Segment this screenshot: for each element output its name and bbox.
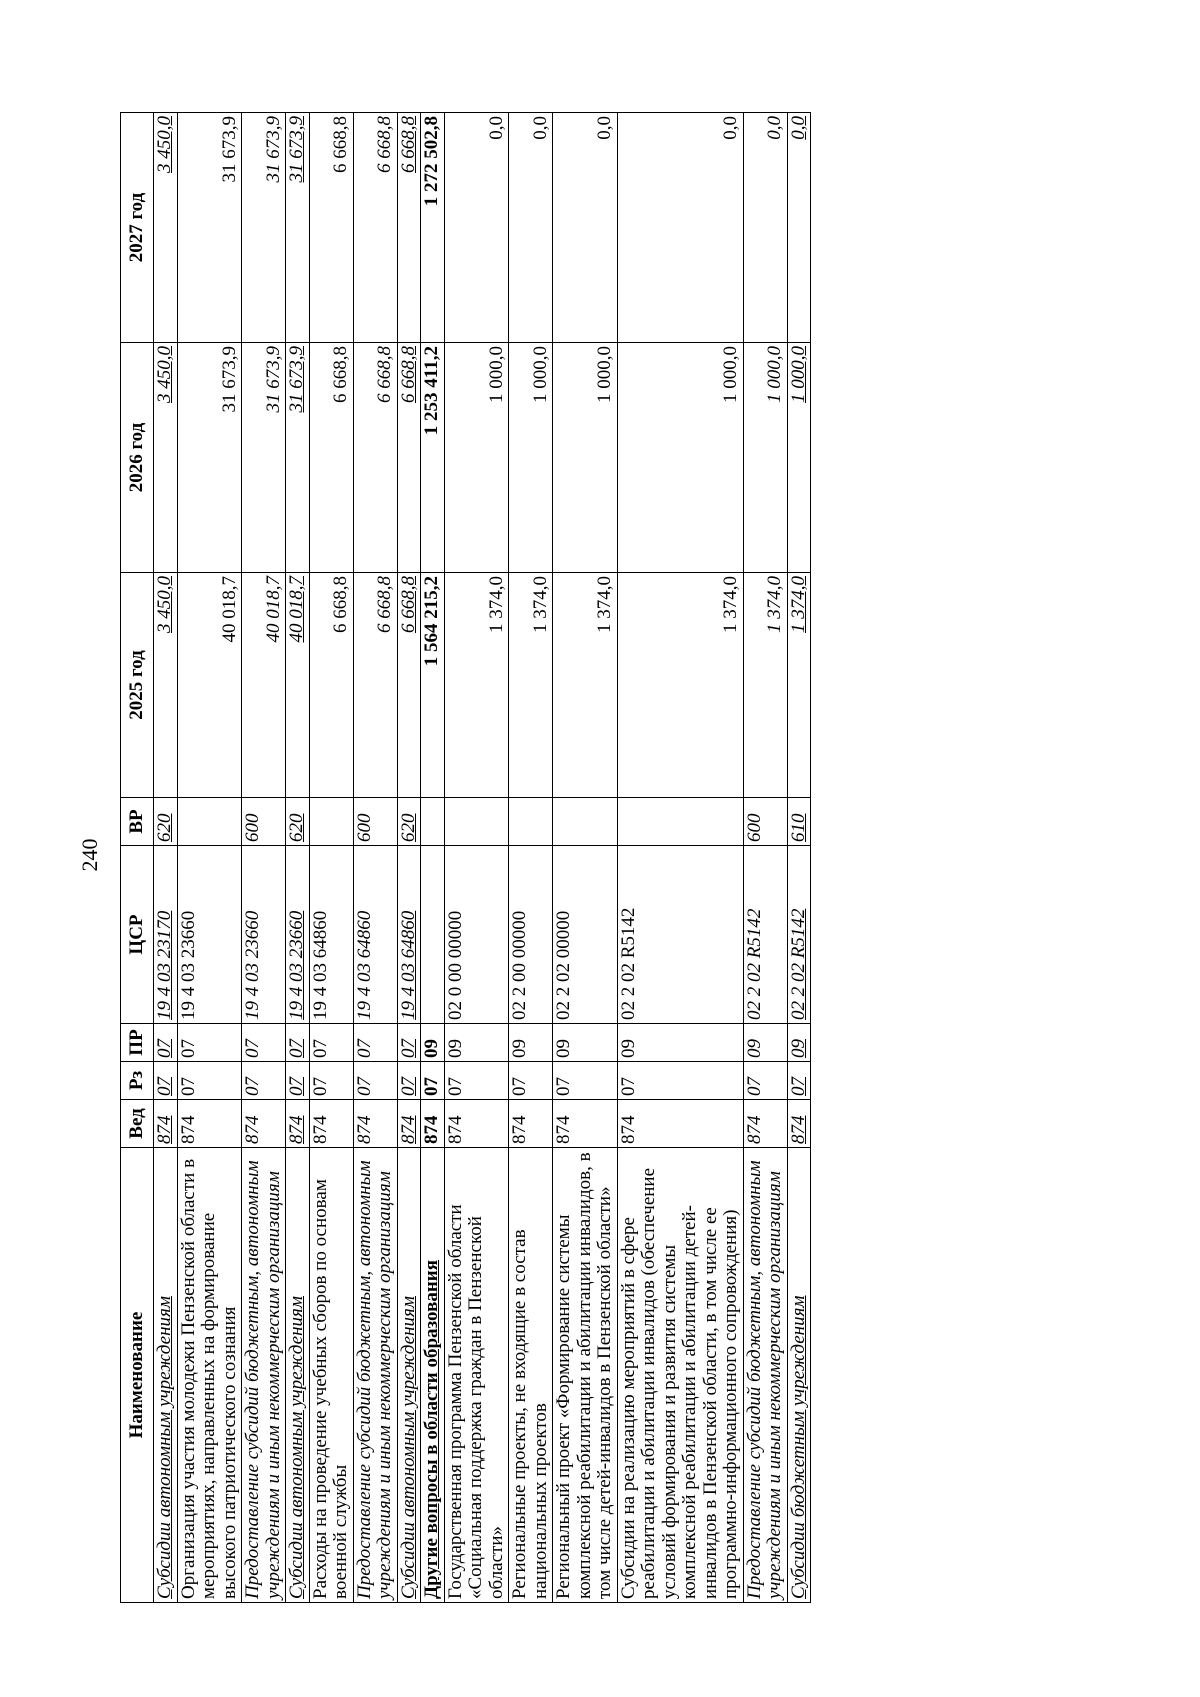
row-rz: 07 <box>509 1062 553 1100</box>
row-csr: 19 4 03 23660 <box>177 846 242 1024</box>
row-csr <box>421 846 445 1024</box>
row-2025: 6 668,8 <box>309 573 353 798</box>
row-csr: 02 2 02 R5142 <box>617 846 743 1024</box>
row-2025: 1 374,0 <box>743 573 787 798</box>
row-pr: 07 <box>154 1024 178 1062</box>
row-pr: 07 <box>353 1024 397 1062</box>
row-vr <box>444 798 509 846</box>
header-csr: ЦСР <box>121 846 154 1024</box>
row-pr: 09 <box>421 1024 445 1062</box>
header-ved: Вед <box>121 1100 154 1148</box>
row-pr: 07 <box>309 1024 353 1062</box>
row-csr: 19 4 03 64860 <box>309 846 353 1024</box>
table-row <box>743 113 787 1603</box>
row-pr: 09 <box>787 1024 811 1062</box>
row-ved: 874 <box>444 1100 509 1148</box>
row-vr: 600 <box>743 798 787 846</box>
table-row <box>154 113 178 1603</box>
row-vr <box>309 798 353 846</box>
table-row <box>509 113 553 1603</box>
table-row <box>553 113 618 1603</box>
row-rz: 07 <box>444 1062 509 1100</box>
row-name: Государственная программа Пензенской области «Социальная поддержка граждан в Пензенской области» <box>444 1148 509 1603</box>
row-vr <box>617 798 743 846</box>
row-csr: 02 2 02 R5142 <box>743 846 787 1024</box>
row-ved: 874 <box>397 1100 421 1148</box>
row-2027: 0,0 <box>787 113 811 343</box>
row-2026: 1 000,0 <box>743 343 787 573</box>
row-2027: 6 668,8 <box>397 113 421 343</box>
table-row <box>309 113 353 1603</box>
row-csr: 19 4 03 23660 <box>242 846 286 1024</box>
table-row <box>397 113 421 1603</box>
row-ved: 874 <box>154 1100 178 1148</box>
row-2025: 6 668,8 <box>397 573 421 798</box>
row-pr: 09 <box>509 1024 553 1062</box>
row-2026: 31 673,9 <box>286 343 310 573</box>
row-rz: 07 <box>154 1062 178 1100</box>
row-ved: 874 <box>286 1100 310 1148</box>
row-csr: 02 0 00 00000 <box>444 846 509 1024</box>
row-vr: 620 <box>397 798 421 846</box>
row-2027: 1 272 502,8 <box>421 113 445 343</box>
row-vr: 620 <box>286 798 310 846</box>
row-2027: 0,0 <box>509 113 553 343</box>
row-2025: 40 018,7 <box>286 573 310 798</box>
row-2026: 3 450,0 <box>154 343 178 573</box>
table-row <box>444 113 509 1603</box>
row-rz: 07 <box>353 1062 397 1100</box>
row-vr <box>509 798 553 846</box>
row-2025: 1 374,0 <box>617 573 743 798</box>
header-rz: Рз <box>121 1062 154 1100</box>
row-pr: 07 <box>177 1024 242 1062</box>
row-name: Субсидии автономным учреждениям <box>154 1148 178 1603</box>
header-pr: ПР <box>121 1024 154 1062</box>
row-pr: 07 <box>242 1024 286 1062</box>
row-vr: 600 <box>242 798 286 846</box>
table-header-row <box>121 113 154 1603</box>
row-csr: 02 2 02 R5142 <box>787 846 811 1024</box>
row-name: Субсидии автономным учреждениям <box>397 1148 421 1603</box>
row-2026: 1 000,0 <box>509 343 553 573</box>
row-2026: 1 000,0 <box>553 343 618 573</box>
row-vr <box>421 798 445 846</box>
header-name: Наименование <box>121 1148 154 1603</box>
row-2026: 6 668,8 <box>353 343 397 573</box>
row-vr: 610 <box>787 798 811 846</box>
row-rz: 07 <box>309 1062 353 1100</box>
rotated-page <box>120 113 1080 1603</box>
row-2025: 40 018,7 <box>177 573 242 798</box>
row-2027: 31 673,9 <box>286 113 310 343</box>
row-name: Региональный проект «Формирование системы комплексной реабилитации и абилитации инвалидов, в том числе детей-инвалидов в Пензенской области» <box>553 1148 618 1603</box>
table-row <box>421 113 445 1603</box>
table-row <box>787 113 811 1603</box>
row-ved: 874 <box>553 1100 618 1148</box>
row-2027: 6 668,8 <box>353 113 397 343</box>
row-2026: 31 673,9 <box>242 343 286 573</box>
row-2026: 1 000,0 <box>787 343 811 573</box>
row-csr: 19 4 03 23170 <box>154 846 178 1024</box>
row-name: Расходы на проведение учебных сборов по основам военной службы <box>309 1148 353 1603</box>
row-2025: 1 374,0 <box>787 573 811 798</box>
row-2025: 40 018,7 <box>242 573 286 798</box>
row-rz: 07 <box>397 1062 421 1100</box>
row-rz: 07 <box>421 1062 445 1100</box>
row-2027: 31 673,9 <box>177 113 242 343</box>
row-pr: 09 <box>743 1024 787 1062</box>
row-2026: 31 673,9 <box>177 343 242 573</box>
row-ved: 874 <box>242 1100 286 1148</box>
row-name: Субсидии на реализацию мероприятий в сфере реабилитации и абилитации инвалидов (обеспечение условий формирования и развития системы комплексной реабилитации и абилитации детей-инвалидов в Пензенской области, в том числе ее программно-информационного сопровождения) <box>617 1148 743 1603</box>
row-csr: 02 2 02 00000 <box>553 846 618 1024</box>
row-name: Региональные проекты, не входящие в состав национальных проектов <box>509 1148 553 1603</box>
row-2026: 1 000,0 <box>444 343 509 573</box>
row-2026: 6 668,8 <box>309 343 353 573</box>
row-name: Субсидии бюджетным учреждениям <box>787 1148 811 1603</box>
row-ved: 874 <box>177 1100 242 1148</box>
row-name: Субсидии автономным учреждениям <box>286 1148 310 1603</box>
row-vr: 600 <box>353 798 397 846</box>
page-number: 240 <box>77 838 102 872</box>
row-ved: 874 <box>353 1100 397 1148</box>
row-rz: 07 <box>553 1062 618 1100</box>
row-2025: 1 374,0 <box>509 573 553 798</box>
budget-table <box>120 112 811 1603</box>
row-2027: 31 673,9 <box>242 113 286 343</box>
row-2027: 0,0 <box>553 113 618 343</box>
table-row <box>177 113 242 1603</box>
header-2026: 2026 год <box>121 343 154 573</box>
row-ved: 874 <box>617 1100 743 1148</box>
row-csr: 19 4 03 64860 <box>397 846 421 1024</box>
row-name: Другие вопросы в области образования <box>421 1148 445 1603</box>
row-pr: 09 <box>617 1024 743 1062</box>
row-2026: 6 668,8 <box>397 343 421 573</box>
row-2026: 1 000,0 <box>617 343 743 573</box>
table-row <box>353 113 397 1603</box>
header-vr: ВР <box>121 798 154 846</box>
row-2025: 6 668,8 <box>353 573 397 798</box>
row-csr: 19 4 03 64860 <box>353 846 397 1024</box>
row-vr <box>177 798 242 846</box>
row-rz: 07 <box>743 1062 787 1100</box>
row-ved: 874 <box>309 1100 353 1148</box>
row-pr: 07 <box>397 1024 421 1062</box>
row-ved: 874 <box>421 1100 445 1148</box>
row-2025: 3 450,0 <box>154 573 178 798</box>
header-2025: 2025 год <box>121 573 154 798</box>
row-ved: 874 <box>743 1100 787 1148</box>
row-ved: 874 <box>509 1100 553 1148</box>
table-row <box>286 113 310 1603</box>
row-2025: 1 374,0 <box>553 573 618 798</box>
row-name: Предоставление субсидий бюджетным, автономным учреждениям и иным некоммерческим организациям <box>353 1148 397 1603</box>
row-rz: 07 <box>286 1062 310 1100</box>
row-rz: 07 <box>787 1062 811 1100</box>
header-2027: 2027 год <box>121 113 154 343</box>
row-rz: 07 <box>242 1062 286 1100</box>
row-2027: 0,0 <box>444 113 509 343</box>
row-ved: 874 <box>787 1100 811 1148</box>
row-2027: 3 450,0 <box>154 113 178 343</box>
row-csr: 02 2 00 00000 <box>509 846 553 1024</box>
row-rz: 07 <box>617 1062 743 1100</box>
row-vr <box>553 798 618 846</box>
row-vr: 620 <box>154 798 178 846</box>
row-csr: 19 4 03 23660 <box>286 846 310 1024</box>
row-name: Предоставление субсидий бюджетным, автономным учреждениям и иным некоммерческим организациям <box>743 1148 787 1603</box>
row-2026: 1 253 411,2 <box>421 343 445 573</box>
row-pr: 09 <box>444 1024 509 1062</box>
row-name: Предоставление субсидий бюджетным, автономным учреждениям и иным некоммерческим организациям <box>242 1148 286 1603</box>
row-name: Организация участия молодежи Пензенской области в мероприятиях, направленных на формирование высокого патриотического сознания <box>177 1148 242 1603</box>
table-row <box>617 113 743 1603</box>
row-pr: 07 <box>286 1024 310 1062</box>
row-pr: 09 <box>553 1024 618 1062</box>
row-2027: 6 668,8 <box>309 113 353 343</box>
row-2025: 1 374,0 <box>444 573 509 798</box>
row-2025: 1 564 215,2 <box>421 573 445 798</box>
row-2027: 0,0 <box>617 113 743 343</box>
row-2027: 0,0 <box>743 113 787 343</box>
row-rz: 07 <box>177 1062 242 1100</box>
table-row <box>242 113 286 1603</box>
